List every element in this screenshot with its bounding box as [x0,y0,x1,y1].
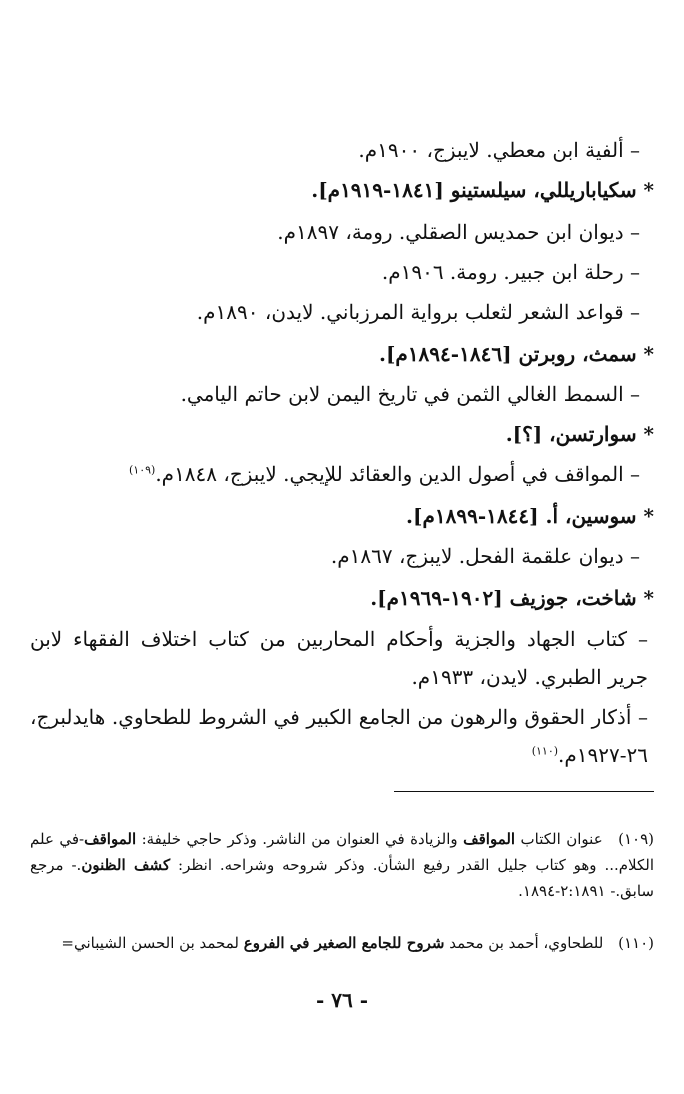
footnote-text: عنوان الكتاب [515,830,603,848]
author-heading: * سوارتسن، [؟]. [505,422,654,446]
entry-paragraph: – كتاب الجهاد والجزية وأحكام المحاربين من كتاب اختلاف الفقهاء لابن جرير الطبري. لايدن، ١٩٣٣م. [30,627,648,689]
footnote-body [30,830,654,900]
footnote-text: والزيادة في العنوان من الناشر. وذكر حاجي خليفة: [136,830,464,848]
footnote-text: -في علم الكلام... وهو كتاب جليل القدر رفيع الشأن. وذكر شروحه وشراحه. انظر: [30,830,655,874]
footnote-number: (١٠٩) [618,830,654,848]
entry-line: – ألفية ابن معطي. لايبزج، ١٩٠٠م. [358,138,640,162]
entry-line: – قواعد الشعر لثعلب برواية المرزباني. لايدن، ١٨٩٠م. [196,300,640,324]
entry-line [30,460,640,488]
footnote-text: لمحمد بن الحسن الشيباني= [61,934,244,952]
author-heading: * شاخت، جوزيف [١٩٠٢-١٩٦٩م]. [370,586,654,610]
entry-text: – المواقف في أصول الدين والعقائد للإيجي. لايبزج، ١٨٤٨م. [155,462,640,486]
footnote-bold-title: كشف الظنون [81,856,171,874]
footnote-number: (١١٠) [618,934,654,952]
entry-line: – ديوان ابن حمديس الصقلي. رومة، ١٨٩٧م. [277,220,640,244]
entry-text: – أذكار الحقوق والرهون من الجامع الكبير في الشروط للطحاوي. هايدلبرج، ٢٦-١٩٢٧م. [30,705,648,767]
entry-line: – رحلة ابن جبير. رومة. ١٩٠٦م. [381,260,640,284]
footnote [30,930,654,956]
entry-paragraph [30,698,648,774]
entry-line: – ديوان علقمة الفحل. لايبزج، ١٨٦٧م. [330,544,640,568]
page-number: - ٧٦ - [315,988,368,1012]
footnote-text: .- مرجع سابق.- ٢:١٨٩١-١٨٩٤. [30,856,654,900]
author-heading: * سوسين، أ. [١٨٤٤-١٨٩٩م]. [406,504,654,528]
footnote-bold-title: المواقف [463,830,516,848]
entry-line: – السمط الغالي الثمن في تاريخ اليمن لابن حاتم اليامي. [180,382,640,406]
footnote-body [61,934,603,952]
author-heading: * سمث، روبرتن [١٨٤٦-١٨٩٤م]. [379,342,654,366]
footnote-text: للطحاوي، أحمد بن محمد [444,934,604,952]
footnote-separator [394,791,654,792]
author-heading: * سكياباريللي، سيلستينو [١٨٤١-١٩١٩م]. [311,178,654,202]
footnote-ref[interactable]: (١١٠) [531,744,559,758]
footnote [30,826,654,904]
footnote-bold-title: شروح للجامع الصغير في الفروع [243,934,445,952]
footnote-ref[interactable]: (١٠٩) [128,463,156,477]
footnote-bold-title: المواقف [84,830,137,848]
